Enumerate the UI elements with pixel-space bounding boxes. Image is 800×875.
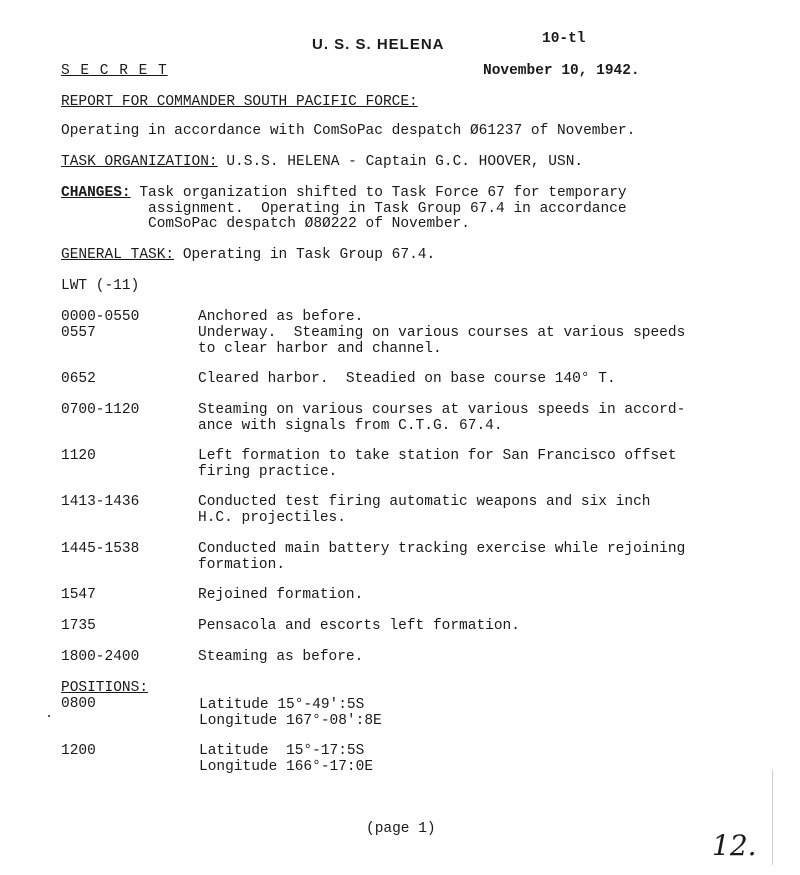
- position-coords: Latitude 15°-49':5S Longitude 167°-08':8E: [199, 697, 382, 729]
- log-text: Steaming on various courses at various speeds in accord- ance with signals from C.T.G. 67.4.: [198, 402, 686, 434]
- log-time: 1445-1538: [61, 541, 140, 557]
- log-time: 1120: [61, 448, 96, 464]
- positions-label: POSITIONS:: [61, 680, 149, 696]
- log-time: 1735: [61, 618, 96, 634]
- log-time: 1800-2400: [61, 649, 140, 665]
- operating-line: Operating in accordance with ComSoPac despatch Ø61237 of November.: [61, 123, 636, 139]
- log-text: Pensacola and escorts left formation.: [198, 618, 520, 634]
- scan-edge-mark: [772, 770, 773, 865]
- changes-line-2: assignment. Operating in Task Group 67.4 in accordance: [148, 201, 627, 217]
- task-organization-text: U.S.S. HELENA - Captain G.C. HOOVER, USN.: [217, 154, 584, 170]
- general-task-text: Operating in Task Group 67.4.: [174, 247, 436, 263]
- position-time: 0800: [61, 696, 96, 712]
- log-text: Conducted main battery tracking exercise while rejoining formation.: [198, 541, 686, 573]
- changes-line-1: [61, 185, 627, 201]
- log-text: Anchored as before.: [198, 309, 364, 325]
- position-time: 1200: [61, 743, 96, 759]
- log-time: 0557: [61, 325, 96, 341]
- changes-label: CHANGES:: [61, 185, 131, 201]
- log-text: Conducted test firing automatic weapons and six inch H.C. projectiles.: [198, 494, 651, 526]
- page-footer: (page 1): [366, 821, 436, 837]
- task-organization: [61, 154, 583, 170]
- changes-text-1: Task organization shifted to Task Force 67 for temporary: [130, 185, 627, 201]
- scan-speck: [48, 715, 50, 717]
- report-title: REPORT FOR COMMANDER SOUTH PACIFIC FORCE:: [61, 94, 418, 110]
- log-text: Left formation to take station for San Francisco offset firing practice.: [198, 448, 677, 480]
- log-time: 0652: [61, 371, 96, 387]
- log-time: 0700-1120: [61, 402, 140, 418]
- page-reference: 10-tl: [542, 31, 586, 47]
- log-time: 0000-0550: [61, 309, 140, 325]
- task-organization-label: TASK ORGANIZATION:: [61, 154, 218, 170]
- log-time: 1547: [61, 587, 96, 603]
- general-task-label: GENERAL TASK:: [61, 247, 175, 263]
- classification: S E C R E T: [61, 63, 168, 79]
- time-zone: LWT (-11): [61, 278, 140, 294]
- changes-line-3: ComSoPac despatch Ø8Ø222 of November.: [148, 216, 470, 232]
- log-text: Cleared harbor. Steadied on base course 140° T.: [198, 371, 616, 387]
- ship-name: U. S. S. HELENA: [312, 36, 445, 53]
- general-task: [61, 247, 435, 263]
- log-text: Steaming as before.: [198, 649, 364, 665]
- position-coords: Latitude 15°-17:5S Longitude 166°-17:0E: [199, 743, 374, 775]
- handwritten-page-number: 12.: [712, 829, 757, 862]
- report-date: November 10, 1942.: [483, 63, 640, 79]
- log-time: 1413-1436: [61, 494, 140, 510]
- log-text: Underway. Steaming on various courses at various speeds to clear harbor and channel.: [198, 325, 686, 357]
- log-text: Rejoined formation.: [198, 587, 364, 603]
